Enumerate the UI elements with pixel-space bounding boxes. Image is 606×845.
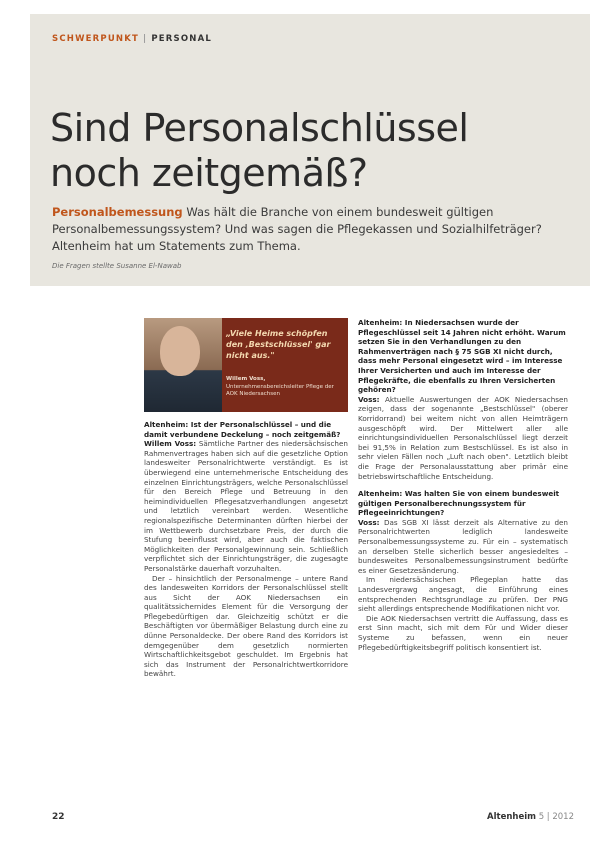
kicker-topic: PERSONAL [151,34,212,44]
answer-2-text: Aktuelle Auswertungen der AOK Niedersachsen zeigen, dass der sogenannte „Bestschlüssel" (oberer Korridorrand) bei weitem nicht von allen Heimträgern ausgeschöpft wird. Der Mittelwert aller alle einrichtungsindividuellen Personalschlüssel liegt derzeit bei 91,5% in Relation zum Bestschlüssel. Es ist also in sehr vielen Fällen noch „Luft nach oben". Letztlich bleibt die Frage der Personalausstattung aber primär eine betriebswirtschaftliche Entscheidung. [358,394,568,481]
answer-2 [358,395,568,481]
portrait-photo [144,318,222,412]
lede-text: Was hält die Branche von einem bundesweit gültigen Personalbemessungssystem? Und was sagen die Pflegekassen und Sozialhilfeträger? Altenheim hat um Statements zum Thema. [52,205,542,253]
answer-3-text: Das SGB XI lässt derzeit als Alternative zu den Personalrichtwerten lediglich landesweite Personalbemessungssysteme zu. Für ein – systematisch an derselben Stelle sicherlich besser angesiedeltes – bundesweites Personalbemessungsinstrument bedürfte es einer Gesetzesänderung. [358,517,568,575]
page-number: 22 [52,812,65,822]
quote-photo-box [144,318,348,412]
byline: Die Fragen stellte Susanne El-Nawab [52,262,182,270]
article-lede [52,204,562,255]
caption-role: Unternehmensbereichsleiter Pflege der AOK Niedersachsen [226,383,334,397]
question-3: Altenheim: Was halten Sie von einem bundesweit gültigen Personalberechnungssystem für Pflegeeinrichtungen? [358,489,560,518]
photo-caption [226,376,344,399]
answer-1-continued: Der – hinsichtlich der Personalmenge – untere Rand des landesweiten Korridors der Personalschlüssel stellt aus Sicht der AOK Niedersachsen ein qualitätssichernides Element für die Versorgung der Pflegebedürftigen dar. Gleichzeitig schützt er die Beschäftigten vor übermäßiger Belastung durch eine zu dünne Personaldecke. Der obere Rand des Korridors ist demgegenüber dem gesetzlich normierten Wirtschaftlichkeitsgebot geschuldet. Im Ergebnis hat sich das Instrument der Personalrichtwertkorridore bewährt. [144,573,348,679]
answer-1-text: Sämtliche Partner des niedersächsischen Rahmenvertrages haben sich auf die gesetzliche Option landesweiter Personalrichtwerte verständigt. Es ist überwiegend eine unternehmerische Entscheidung des einzelnen Einrichtungsträgers, welche Personalschlüssel für den Bereich Pflege und Betreuung in den heimindividuellen Pflegesatzverhandlungen angesetzt und letztlich vereinbart werden. Wesentliche regionalspezifische Determinanten dürften hierbei der im Wettbewerb durchsetzbare Preis, der durch die Stufung beeinflusst wird, aber auch die faktischen Möglichkeiten der Personalgewinnung sein. Schließlich verpflichtet sich der Einrichtungsträger, die zugesagte Personalstärke dauerhaft vorzuhalten. [144,439,348,573]
portrait-face [160,326,200,376]
pull-quote: „Viele Heime schöpfen den ‚Bestschlüssel' gar nicht aus." [226,329,331,360]
section-kicker [52,34,212,44]
answer-3-speaker: Voss: [358,517,380,527]
magazine-issue: 5 | 2012 [538,812,574,822]
left-column [144,318,348,679]
answer-3 [358,518,568,576]
kicker-separator: | [143,34,148,44]
question-2: Altenheim: In Niedersachsen wurde der Pflegeschlüssel seit 14 Jahren nicht erhöht. Warum setzen Sie in den Verhandlungen zu den Rahmenverträgen nach § 75 SGB XI nicht durch, dass mehr Personal eingesetzt wird – im Interesse Ihrer Versicherten und auch im Interesse der Pflegekräfte, die ebenfalls zu Ihren Versicherten gehören? [358,318,566,395]
article-title: Sind Personalschlüssel noch zeitgemäß? [50,106,469,195]
magazine-name: Altenheim [487,812,536,822]
right-column [358,318,568,652]
answer-3-continued-1: Im niedersächsischen Pflegeplan hatte das Landesvergrawg angesagt, die Einführung eines entsprechenden Rechtsgrundlage zu prüfen. Der PNG sieht allerdings entsprechende Modifikationen nicht vor. [358,575,568,614]
answer-1-speaker: Willem Voss: [144,439,197,449]
question-1: Altenheim: Ist der Personalschlüssel – und die damit verbundene Deckelung – noch zeitgemäß? [144,420,341,439]
answer-1 [144,439,348,573]
footer-magazine [487,812,574,822]
kicker-section: SCHWERPUNKT [52,34,140,44]
caption-name: Willem Voss, [226,376,266,382]
answer-3-continued-2: Die AOK Niedersachsen vertritt die Auffassung, dass es erst Sinn macht, sich mit dem Für und Wider dieser Systeme zu befassen, wenn ein neuer Pflegebedürftigkeitsbegriff politisch konsentiert ist. [358,613,568,652]
answer-2-speaker: Voss: [358,394,380,404]
lede-keyword: Personalbemessung [52,205,183,219]
